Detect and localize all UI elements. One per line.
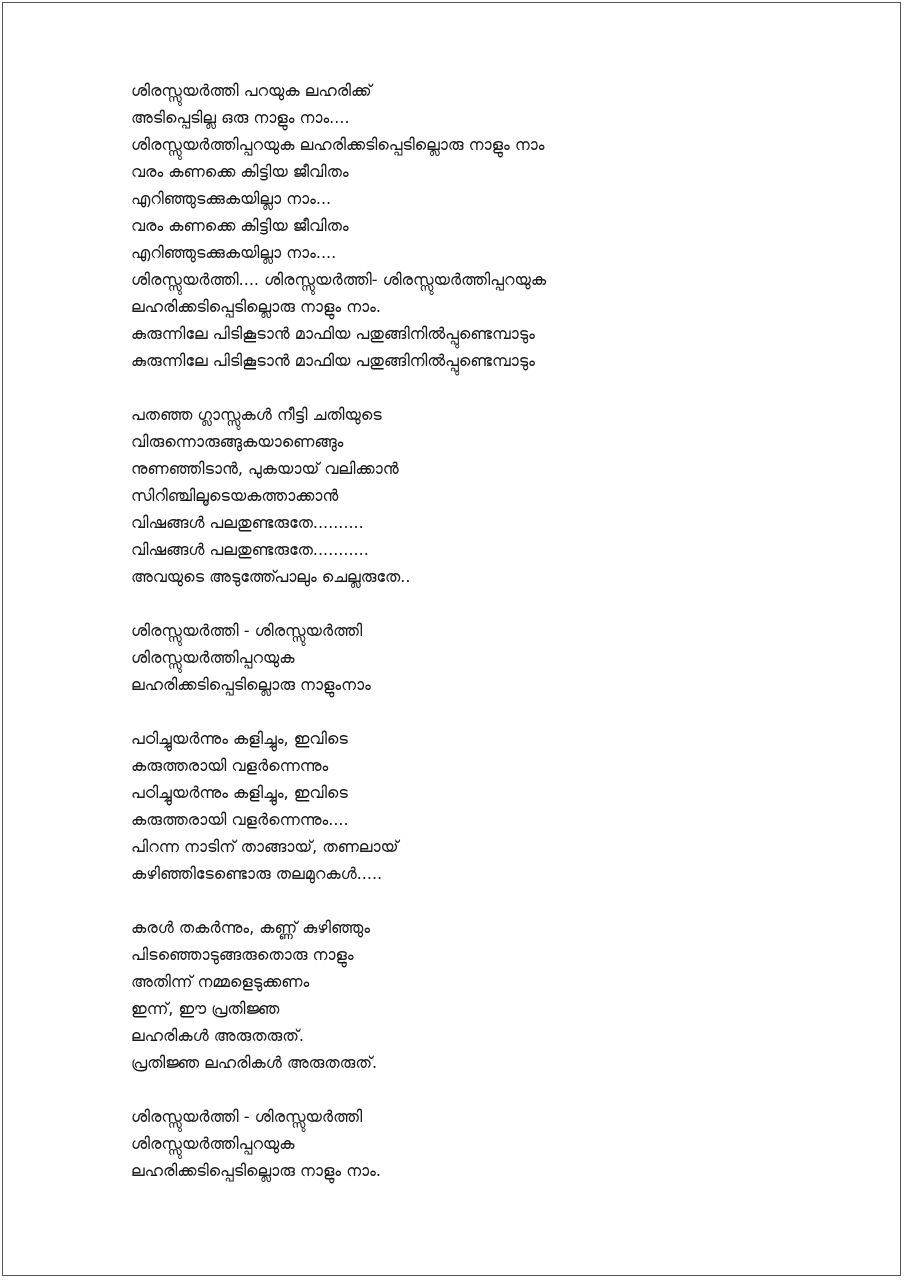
poem-line: അതിന്ന് നമ്മളെടുക്കണം	[131, 972, 310, 991]
poem-line: അടിപ്പെടില്ല ഒരു നാളും നാം....	[131, 108, 350, 127]
poem-line: വിഷങ്ങൾ പലതുണ്ടരുതേ...........	[131, 540, 369, 559]
poem-line: എറിഞ്ഞുടക്കുകയില്ലാ നാം....	[131, 243, 337, 262]
poem-line: ശിരസ്സുയർത്തി - ശിരസ്സുയർത്തി	[131, 621, 363, 640]
poem-line: അവയുടെ അടുത്ത്പോലും ചെല്ലരുതേ..	[131, 567, 411, 586]
poem-line: പഠിച്ചുയർന്നും കളിച്ചും, ഇവിടെ	[131, 729, 348, 748]
poem-line: കഴിഞ്ഞിടേണ്ടൊരു തലമുറകൾ.....	[131, 864, 383, 883]
poem-line: പ്രതിജ്ഞ ലഹരികൾ അരുതരുത്.	[131, 1053, 378, 1072]
poem-line: വരം കണക്കെ കിട്ടിയ ജീവിതം	[131, 216, 349, 235]
poem-line: സിറിഞ്ചിലൂടെയകത്താക്കാൻ	[131, 486, 339, 505]
stanza-6	[131, 1103, 831, 1184]
poem-line: കരുത്തരായി വളർന്നെന്നും	[131, 756, 329, 775]
poem-line: വിഷങ്ങൾ പലതുണ്ടരുതേ..........	[131, 513, 364, 532]
poem-line: ശിരസ്സുയർത്തിപ്പറയുക	[131, 1134, 295, 1153]
poem-line: പഠിച്ചുയർന്നും കളിച്ചും, ഇവിടെ	[131, 783, 348, 802]
poem-line: വിരുന്നൊരുങ്ങുകയാണെങ്ങും	[131, 432, 344, 451]
poem-line: വരം കണക്കെ കിട്ടിയ ജീവിതം	[131, 162, 349, 181]
poem-line: ലഹരിക്കടിപ്പെടില്ലൊരു നാളുംനാം	[131, 675, 371, 694]
poem-line: പതഞ്ഞ ഗ്ലാസ്സുകൾ നീട്ടി ചതിയുടെ	[131, 405, 382, 424]
poem-line: പിടഞ്ഞൊടുങ്ങരുതൊരു നാളും	[131, 945, 354, 964]
poem-text	[131, 77, 831, 1211]
poem-line: കുരുന്നിലേ പിടികൂടാൻ മാഫിയ പതുങ്ങിനിൽപ്പുണ്ടെമ്പാടും	[131, 324, 535, 343]
poem-line: ശിരസ്സുയർത്തി പറയുക ലഹരിക്ക്	[131, 81, 372, 100]
poem-line: ശിരസ്സുയർത്തി.... ശിരസ്സുയർത്തി- ശിരസ്സുയർത്തിപ്പറയുക	[131, 270, 547, 289]
stanza-5	[131, 914, 831, 1076]
stanza-2	[131, 401, 831, 590]
stanza-4	[131, 725, 831, 887]
poem-line: ലഹരിക്കടിപ്പെടില്ലൊരു നാളും നാം.	[131, 1161, 381, 1180]
document-page	[2, 2, 901, 1276]
poem-line: എറിഞ്ഞുടക്കുകയില്ലാ നാം...	[131, 189, 332, 208]
poem-line: കുരുന്നിലേ പിടികൂടാൻ മാഫിയ പതുങ്ങിനിൽപ്പുണ്ടെമ്പാടും	[131, 351, 535, 370]
poem-line: ശിരസ്സുയർത്തി - ശിരസ്സുയർത്തി	[131, 1107, 363, 1126]
stanza-3	[131, 617, 831, 698]
poem-line: ലഹരികൾ അരുതരുത്.	[131, 1026, 305, 1045]
poem-line: നുണഞ്ഞിടാൻ, പുകയായ് വലിക്കാൻ	[131, 459, 399, 478]
poem-line: ശിരസ്സുയർത്തിപ്പറയുക	[131, 648, 295, 667]
poem-line: കരുത്തരായി വളർന്നെന്നും....	[131, 810, 349, 829]
poem-line: ലഹരിക്കടിപ്പെടില്ലൊരു നാളും നാം.	[131, 297, 381, 316]
poem-line: ഇന്ന്, ഈ പ്രതിജ്ഞ	[131, 999, 280, 1018]
poem-line: ശിരസ്സുയർത്തിപ്പറയുക ലഹരിക്കടിപ്പെടില്ലൊരു നാളും നാം	[131, 135, 545, 154]
stanza-1	[131, 77, 831, 374]
poem-line: കരൾ തകർന്നും, കണ്ണ് കുഴിഞ്ഞും	[131, 918, 371, 937]
poem-line: പിറന്ന നാടിന് താങ്ങായ്, തണലായ്	[131, 837, 399, 856]
